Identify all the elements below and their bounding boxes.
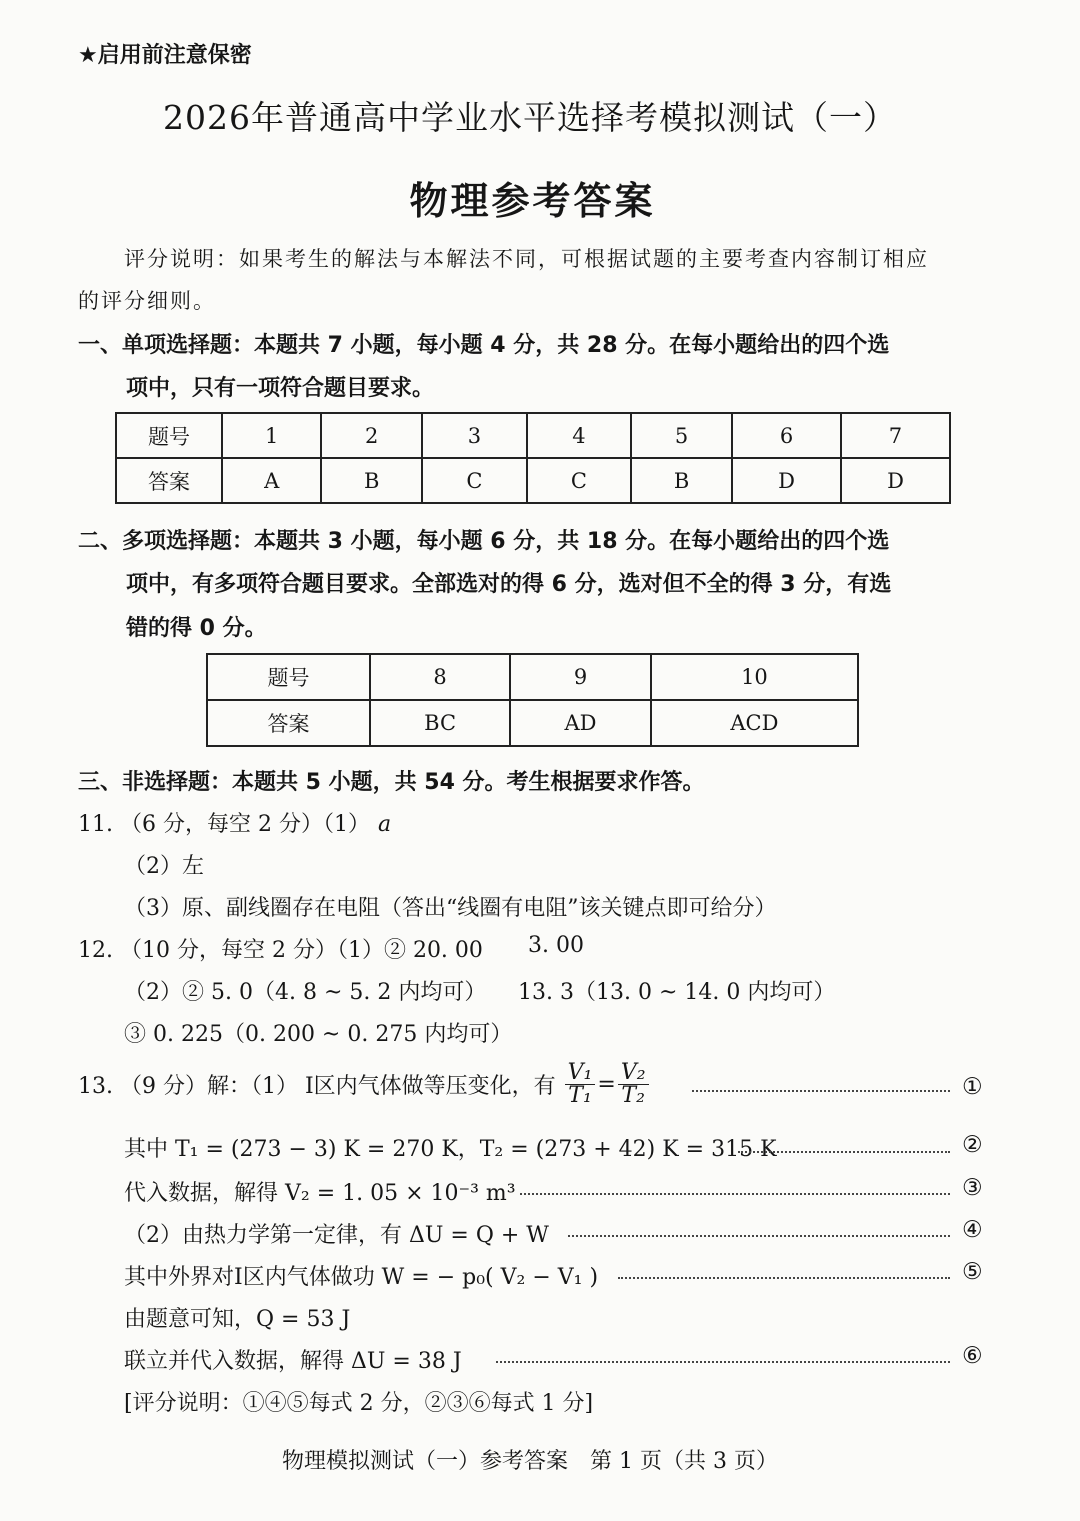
dot-leader — [692, 1090, 950, 1092]
q11-answer1: a — [377, 812, 392, 837]
question-number: 5 — [631, 413, 732, 458]
fraction-numerator: V₁ — [565, 1062, 596, 1085]
grading-note-line1: 评分说明：如果考生的解法与本解法不同，可根据试题的主要考查内容制订相应 — [124, 247, 929, 271]
fraction-v1-over-t1 — [565, 1062, 596, 1107]
answer-cell: A — [222, 458, 321, 503]
question-number: 4 — [527, 413, 632, 458]
page-footer: 物理模拟测试（一）参考答案 第 1 页（共 3 页） — [282, 1449, 778, 1474]
confidential-label: ★启用前注意保密 — [78, 43, 252, 68]
q13-line6: 由题意可知，Q = 53 J — [124, 1307, 351, 1332]
q13-grading-note: [评分说明：①④⑤每式 2 分，②③⑥每式 1 分] — [124, 1391, 594, 1416]
equation-mark-3: ③ — [962, 1175, 983, 1201]
question-number: 10 — [651, 654, 858, 700]
section3-heading: 三、非选择题：本题共 5 小题，共 54 分。考生根据要求作答。 — [78, 770, 705, 795]
q13-head: 13. （9 分）解：（1） Ⅰ区内气体做等压变化，有 — [78, 1074, 556, 1099]
q12-line1a: 12. （10 分，每空 2 分）（1）② 20. 00 — [78, 938, 483, 963]
answer-cell: BC — [370, 700, 510, 746]
q11-line3: （3）原、副线圈存在电阻（答出“线圈有电阻”该关键点即可给分） — [124, 896, 777, 921]
fraction-v2-over-t2 — [618, 1062, 649, 1107]
question-number: 6 — [732, 413, 841, 458]
question-number: 9 — [510, 654, 651, 700]
equation-mark-2: ② — [962, 1132, 983, 1158]
q13-line5: 其中外界对Ⅰ区内气体做功 W = − p₀( V₂ − V₁ ) — [124, 1265, 599, 1290]
subject-title: 物理参考答案 — [409, 179, 656, 223]
section2-heading-line2: 项中，有多项符合题目要求。全部选对的得 6 分，选对但不全的得 3 分，有选 — [126, 572, 892, 597]
question-number: 2 — [321, 413, 422, 458]
dot-leader — [496, 1361, 950, 1363]
question-number: 8 — [370, 654, 510, 700]
answer-cell: D — [732, 458, 841, 503]
q12-line1b: 3. 00 — [528, 933, 584, 958]
fraction-denominator: T₂ — [621, 1083, 645, 1108]
q13-line3: 代入数据，解得 V₂ = 1. 05 × 10⁻³ m³ — [124, 1181, 516, 1206]
section2-heading-line1: 二、多项选择题：本题共 3 小题，每小题 6 分，共 18 分。在每小题给出的四个选 — [78, 529, 890, 554]
dot-leader — [568, 1235, 950, 1237]
answer-cell: AD — [510, 700, 651, 746]
answer-cell: D — [841, 458, 950, 503]
section2-heading-line3: 错的得 0 分。 — [126, 616, 267, 641]
exam-title: 2026年普通高中学业水平选择考模拟测试（一） — [163, 98, 897, 137]
fraction-numerator: V₂ — [618, 1062, 649, 1085]
grading-note-line2: 的评分细则。 — [78, 289, 216, 313]
table-row-label: 题号 — [207, 654, 370, 700]
q11-line1 — [78, 807, 391, 838]
q13-line1 — [78, 1062, 651, 1107]
section1-heading-line2: 项中，只有一项符合题目要求。 — [126, 376, 435, 401]
q11-head: 11. （6 分，每空 2 分）（1） — [78, 812, 370, 837]
q13-line2: 其中 T₁ = (273 − 3) K = 270 K，T₂ = (273 + 42) K = 315 K — [124, 1137, 777, 1162]
section1-heading-line1: 一、单项选择题：本题共 7 小题，每小题 4 分，共 28 分。在每小题给出的四个选 — [78, 333, 890, 358]
answer-cell: C — [422, 458, 527, 503]
section1-answer-table — [115, 412, 951, 504]
equation-mark-5: ⑤ — [962, 1259, 983, 1285]
q13-line4: （2）由热力学第一定律，有 ΔU = Q + W — [124, 1223, 549, 1248]
table-row-label: 题号 — [116, 413, 222, 458]
answer-cell: B — [321, 458, 422, 503]
equation-mark-4: ④ — [962, 1217, 983, 1243]
q12-line2a: （2）② 5. 0（4. 8 ~ 5. 2 内均可） — [124, 980, 487, 1005]
q12-line3: ③ 0. 225（0. 200 ~ 0. 275 内均可） — [124, 1022, 513, 1047]
question-number: 7 — [841, 413, 950, 458]
answer-cell: B — [631, 458, 732, 503]
section2-answer-table — [206, 653, 859, 747]
table-row-label: 答案 — [207, 700, 370, 746]
equation-mark-1: ① — [962, 1074, 983, 1100]
equation-mark-6: ⑥ — [962, 1343, 983, 1369]
answer-cell: C — [527, 458, 632, 503]
question-number: 1 — [222, 413, 321, 458]
q13-line7: 联立并代入数据，解得 ΔU = 38 J — [124, 1349, 462, 1374]
q11-line2: （2）左 — [124, 854, 204, 879]
dot-leader — [738, 1151, 950, 1153]
equals-sign: = — [597, 1072, 616, 1097]
answer-cell: ACD — [651, 700, 858, 746]
question-number: 3 — [422, 413, 527, 458]
fraction-denominator: T₁ — [568, 1083, 592, 1108]
q12-line2b: 13. 3（13. 0 ~ 14. 0 内均可） — [518, 980, 836, 1005]
table-row-label: 答案 — [116, 458, 222, 503]
dot-leader — [520, 1193, 950, 1195]
dot-leader — [618, 1277, 950, 1279]
